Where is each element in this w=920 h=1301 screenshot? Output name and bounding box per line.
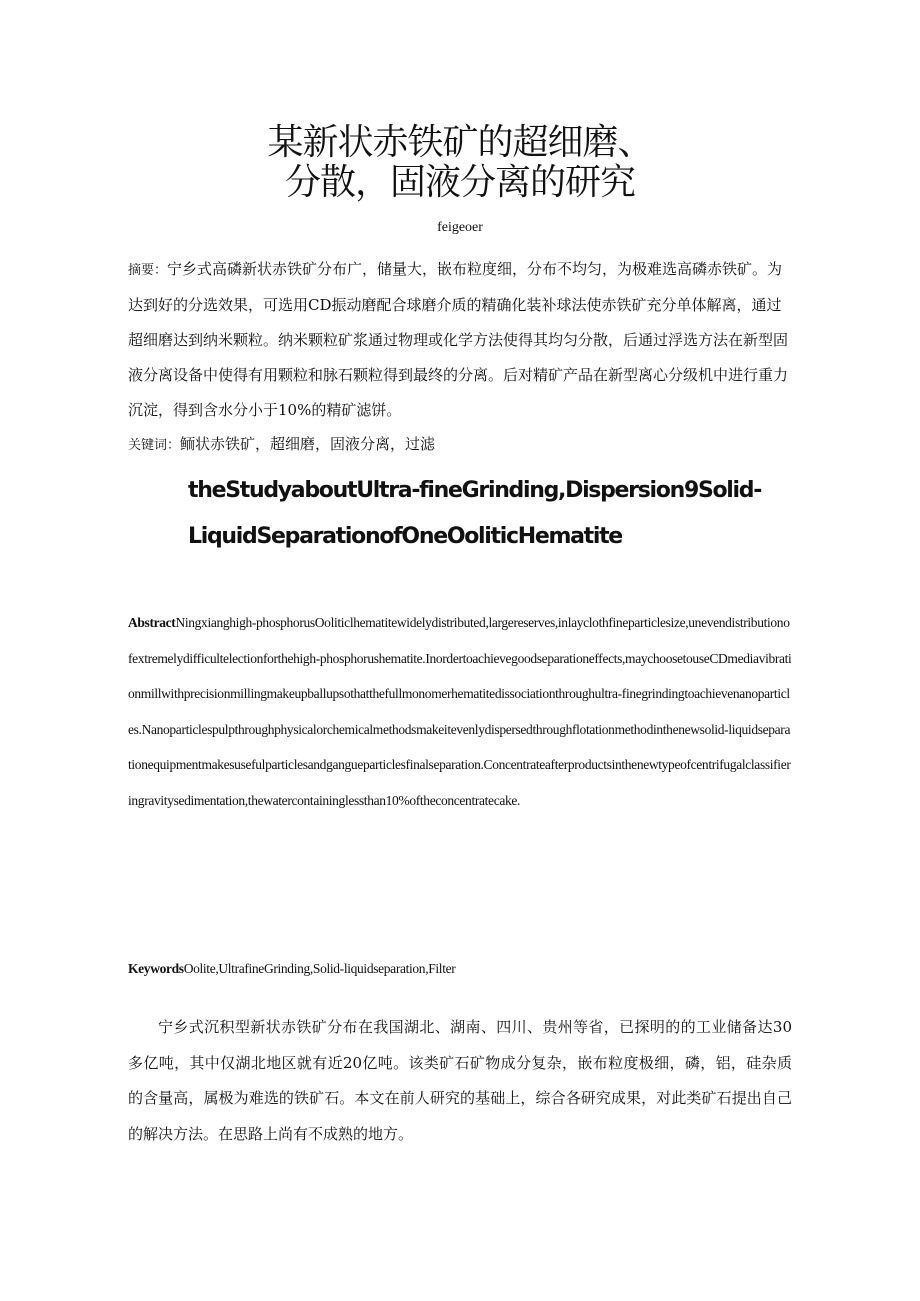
chinese-keywords-label: 关键词：	[128, 438, 181, 453]
author-name: feigeoer	[437, 220, 483, 235]
chinese-abstract-label: 摘要：	[128, 263, 168, 278]
paper-title-line-1: 某新状赤铁矿的超细磨、	[267, 122, 653, 163]
chinese-keywords-text: 鲕状赤铁矿，超细磨，固液分离，过滤	[180, 435, 436, 453]
english-keywords-text: Oolite,UltrafineGrinding,Solid-liquidseparation,Filter	[183, 961, 456, 976]
chinese-abstract	[128, 252, 792, 428]
chinese-keywords	[128, 431, 792, 459]
chinese-abstract-text: 宁乡式高磷新状赤铁矿分布广，储量大，嵌布粒度细，分布不均匀，为极难选高磷赤铁矿。为达到好的分选效果，可选用CD振动磨配合球磨介质的精确化装补球法使赤铁矿充分单体解离，通过超细磨达到纳米颗粒。纳米颗粒矿浆通过物理或化学方法使得其均匀分散，后通过浮选方法在新型固液分离设备中使得有用颗粒和脉石颗粒得到最终的分离。后对精矿产品在新型离心分级机中进行重力沉淀，得到含水分小于10%的精矿滤饼。	[128, 260, 789, 419]
english-title-line-1: theStudyaboutUltra-fineGrinding,Dispersion9Solid-	[188, 478, 762, 503]
english-keywords	[128, 961, 792, 977]
english-abstract	[128, 605, 792, 818]
english-title-line-2: LiquidSeparationofOneOoliticHematite	[188, 524, 622, 549]
english-abstract-text: Ningxianghigh-phosphorusOoliticlhematitewidelydistributed,largereserves,inlayclothfineparticlesize,unevendistributionofextremelydifficultelectionforthehigh-phosphorushematite.Inordertoachievegoodseparationeffects,maychoosetouseCDmediavibrationmillwithprecisionmillingmakeupballupsothatthefullmonomerhematitedissociationthroughultra-finegrindingtoachievenanoparticles.Nanoparticlespulpthroughphysicalorchemicalmethodsmakeitevenlydispersedthroughflotationmethodinthenewsolid-liquidseparationequipmentmakesusefulparticlesandgangueparticlesfinalseparation.Concentrateafterproductsinthenewtypeofcentrifugalclassifieringravitysedimentation,thewatercontaininglessthan10%oftheconcentratecake.	[128, 615, 792, 808]
intro-paragraph: 宁乡式沉积型新状赤铁矿分布在我国湖北、湖南、四川、贵州等省，已探明的的工业储备达30多亿吨，其中仅湖北地区就有近20亿吨。该类矿石矿物成分复杂，嵌布粒度极细，磷，铝，硅杂质的含量高，属极为难选的铁矿石。本文在前人研究的基础上，综合各研究成果，对此类矿石提出自己的解决方法。在思路上尚有不成熟的地方。	[128, 1018, 792, 1143]
paper-title-line-2: 分散，固液分离的研究	[284, 162, 635, 203]
english-abstract-label: Abstract	[128, 615, 176, 630]
english-keywords-label: Keywords	[128, 961, 184, 976]
